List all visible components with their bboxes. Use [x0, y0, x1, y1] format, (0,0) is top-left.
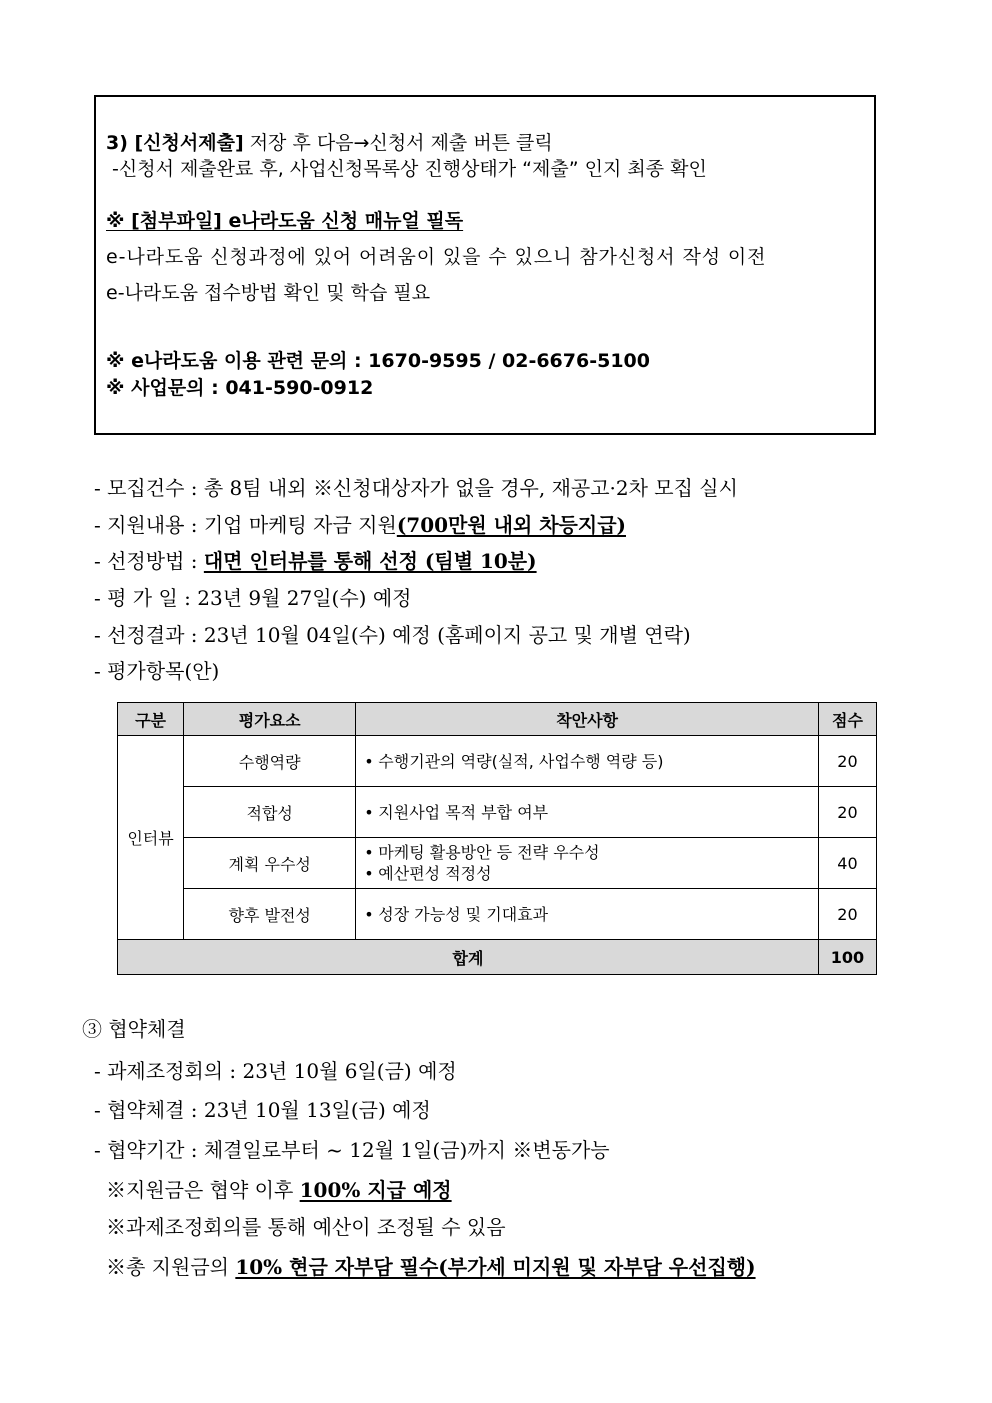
header-score: 점수: [818, 703, 876, 736]
agreement-note-payment: [106, 1177, 452, 1203]
point-item: • 수행기관의 역량(실적, 사업수행 역량 등): [362, 751, 812, 772]
recruit-count-text: - 모집건수 : 총 8팀 내외: [94, 476, 313, 500]
recruit-count-note: ※신청대상자가 없을 경우, 재공고·2차 모집 실시: [312, 476, 738, 500]
contact-business: ※ 사업문의 : 041-590-0912: [106, 377, 374, 399]
table-row: [118, 889, 877, 940]
step-text: 저장 후 다음→신청서 제출 버튼 클릭: [243, 132, 553, 154]
point-item: • 마케팅 활용방안 등 전략 우수성: [362, 842, 812, 863]
score-cell: 20: [818, 787, 876, 838]
agreement-note-selfpay: [106, 1254, 756, 1280]
element-cell: 계획 우수성: [184, 838, 356, 889]
total-score: 100: [818, 940, 876, 975]
score-cell: 20: [818, 889, 876, 940]
table-row: [118, 787, 877, 838]
eval-date: - 평 가 일 : 23년 9월 27일(수) 예정: [94, 586, 412, 610]
total-row: [118, 940, 877, 975]
point-item: • 예산편성 적정성: [362, 863, 812, 884]
attach-line1: e-나라도움 신청과정에 있어 어려움이 있을 수 있으니 참가신청서 작성 이전: [106, 246, 767, 268]
points-cell: [356, 736, 819, 787]
header-category: 구분: [118, 703, 184, 736]
table-row: [118, 838, 877, 889]
total-label: 합계: [118, 940, 819, 975]
header-element: 평가요소: [184, 703, 356, 736]
agreement-period: - 협약기간 : 체결일로부터 ~ 12월 1일(금)까지 ※변동가능: [94, 1138, 610, 1162]
selection-method-text: - 선정방법 :: [94, 549, 204, 573]
element-cell: 적합성: [184, 787, 356, 838]
agreement-title: ③ 협약체결: [82, 1017, 186, 1041]
header-points: 착안사항: [356, 703, 819, 736]
eval-table-header: [118, 703, 877, 736]
contact-enara: ※ e나라도움 이용 관련 문의 : 1670-9595 / 02-6676-5100: [106, 350, 650, 372]
selection-method: [94, 548, 537, 574]
score-cell: 40: [818, 838, 876, 889]
selection-result: - 선정결과 : 23년 10월 04일(수) 예정 (홈페이지 공고 및 개별 연락): [94, 623, 691, 647]
score-cell: 20: [818, 736, 876, 787]
selection-method-detail: 대면 인터뷰를 통해 선정 (팀별 10분): [203, 549, 537, 573]
eval-table: [117, 702, 877, 975]
note-selfpay-text: ※총 지원금의: [106, 1255, 236, 1279]
points-cell: [356, 889, 819, 940]
recruit-count: [94, 475, 738, 501]
support-content-text: - 지원내용 : 기업 마케팅 자금 지원: [94, 513, 397, 537]
note-selfpay-bold: 10% 현금 자부담 필수(부가세 미지원 및 자부담 우선집행): [235, 1255, 756, 1279]
agreement-signing: - 협약체결 : 23년 10월 13일(금) 예정: [94, 1098, 431, 1122]
element-cell: 수행역량: [184, 736, 356, 787]
step-sub: -신청서 제출완료 후, 사업신청목록상 진행상태가 “제출” 인지 최종 확인: [112, 158, 707, 180]
category-cell: 인터뷰: [118, 736, 184, 940]
agreement-note-budget: ※과제조정회의를 통해 예산이 조정될 수 있음: [106, 1215, 506, 1239]
eval-items-title: - 평가항목(안): [94, 659, 220, 683]
table-row: [118, 736, 877, 787]
attach-title: ※ [첨부파일] e나라도움 신청 매뉴얼 필독: [106, 210, 464, 232]
support-content: [94, 512, 626, 538]
notice-box: [94, 95, 876, 435]
step-label: 3) [신청서제출]: [106, 132, 244, 154]
points-cell: [356, 787, 819, 838]
points-cell: [356, 838, 819, 889]
note-payment-bold: 100% 지급 예정: [299, 1178, 452, 1202]
agreement-meeting: - 과제조정회의 : 23년 10월 6일(금) 예정: [94, 1059, 457, 1083]
attach-line2: e-나라도움 접수방법 확인 및 학습 필요: [106, 282, 431, 304]
element-cell: 향후 발전성: [184, 889, 356, 940]
note-payment-text: ※지원금은 협약 이후: [106, 1178, 300, 1202]
support-amount: (700만원 내외 차등지급): [396, 513, 626, 537]
step-line: [106, 131, 553, 155]
point-item: • 성장 가능성 및 기대효과: [362, 904, 812, 925]
point-item: • 지원사업 목적 부합 여부: [362, 802, 812, 823]
